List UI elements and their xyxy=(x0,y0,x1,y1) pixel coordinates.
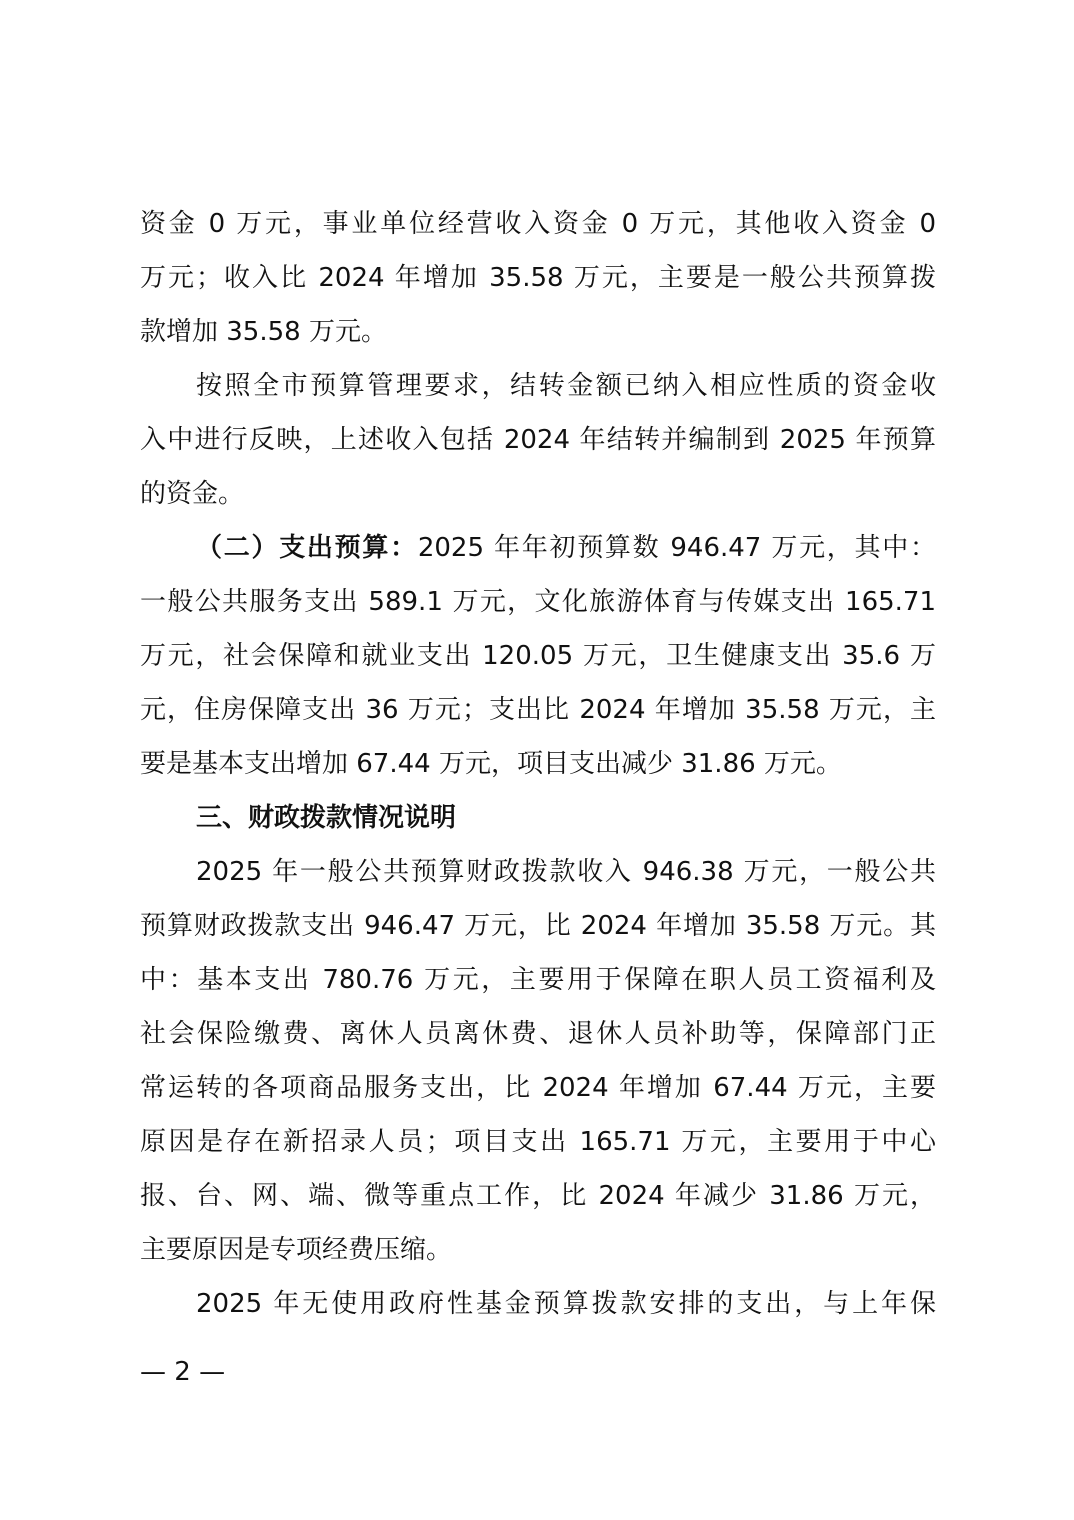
body-text-line: 报、台、网、端、微等重点工作，比 2024 年减少 31.86 万元， xyxy=(140,1181,936,1211)
body-text-line: 元，住房保障支出 36 万元；支出比 2024 年增加 35.58 万元，主 xyxy=(140,695,936,725)
body-text-line: 入中进行反映，上述收入包括 2024 年结转并编制到 2025 年预算 xyxy=(140,425,936,455)
body-text-line: 要是基本支出增加 67.44 万元，项目支出减少 31.86 万元。 xyxy=(140,749,842,779)
subsection-label: （二）支出预算： xyxy=(196,533,418,563)
body-text-line: 的资金。 xyxy=(140,479,245,509)
body-text-line: 预算财政拨款支出 946.47 万元，比 2024 年增加 35.58 万元。其 xyxy=(140,911,936,941)
body-text-line: 一般公共服务支出 589.1 万元，文化旅游体育与传媒支出 165.71 xyxy=(140,587,936,617)
body-text-line: 资金 0 万元，事业单位经营收入资金 0 万元，其他收入资金 0 xyxy=(140,209,936,239)
body-text-line: 款增加 35.58 万元。 xyxy=(140,317,387,347)
body-text-line: 按照全市预算管理要求，结转金额已纳入相应性质的资金收 xyxy=(196,371,936,401)
section-heading: 三、财政拨款情况说明 xyxy=(196,803,457,833)
body-text-line: 主要原因是专项经费压缩。 xyxy=(140,1235,453,1265)
body-text-line xyxy=(196,528,936,568)
body-text-line: 2025 年一般公共预算财政拨款收入 946.38 万元，一般公共 xyxy=(196,857,936,887)
body-text-line: 2025 年无使用政府性基金预算拨款安排的支出，与上年保 xyxy=(196,1289,936,1319)
body-text-line: 原因是存在新招录人员；项目支出 165.71 万元，主要用于中心 xyxy=(140,1127,936,1157)
body-text-line: 万元，社会保障和就业支出 120.05 万元，卫生健康支出 35.6 万 xyxy=(140,641,936,671)
page-number: — 2 — xyxy=(140,1357,226,1387)
body-text-line: 中：基本支出 780.76 万元，主要用于保障在职人员工资福利及 xyxy=(140,965,936,995)
body-text-line: 社会保险缴费、离休人员离休费、退休人员补助等，保障部门正 xyxy=(140,1019,936,1049)
body-text-line: 万元；收入比 2024 年增加 35.58 万元，主要是一般公共预算拨 xyxy=(140,263,936,293)
body-text-fragment: 2025 年年初预算数 946.47 万元，其中： xyxy=(417,533,936,563)
body-text-line: 常运转的各项商品服务支出，比 2024 年增加 67.44 万元，主要 xyxy=(140,1073,936,1103)
